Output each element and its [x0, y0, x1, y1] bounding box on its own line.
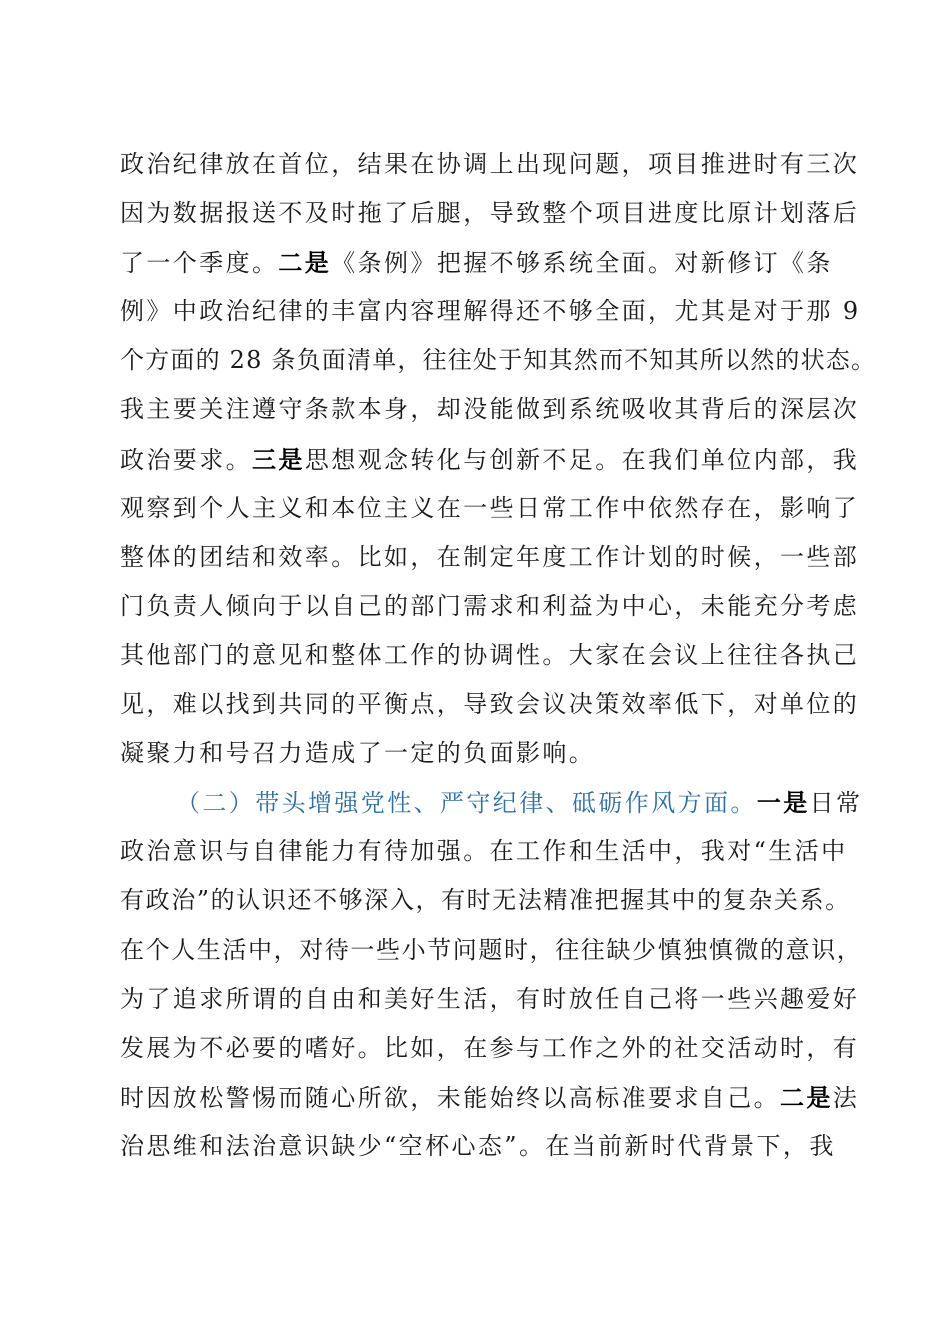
section-heading: （二）带头增强党性、严守纪律、砥砺作风方面。	[176, 789, 757, 818]
text-line	[120, 729, 840, 778]
text-line	[120, 876, 851, 925]
emphasis-text: 二是	[278, 248, 332, 278]
body-text: 观察到个人主义和本位主义在一些日常工作中依然存在，影响了	[120, 493, 860, 522]
text-line	[120, 533, 860, 582]
emphasis-text: 二是	[780, 1082, 833, 1112]
body-text: 因为数据报送不及时拖了后腿，导致整个项目进度比原计划落后	[120, 199, 860, 228]
text-line	[120, 140, 860, 189]
text-line	[120, 631, 860, 680]
text-line	[120, 1122, 840, 1171]
text-line	[120, 435, 860, 484]
text-line	[120, 484, 860, 533]
body-text: 我主要关注遵守条款本身，却没能做到系统吸收其背后的深层次	[120, 395, 860, 424]
emphasis-text: 一是	[756, 788, 810, 818]
text-line	[120, 1073, 860, 1122]
body-text: 治思维和法治意识缺少“空杯心态”。在当前新时代背景下，我	[120, 1131, 836, 1160]
text-line	[120, 827, 848, 876]
text-line	[120, 582, 860, 631]
text-line	[120, 778, 863, 827]
body-text: 例》中政治纪律的丰富内容理解得还不够全面，尤其是对于那 9	[120, 297, 861, 326]
body-text: 其他部门的意见和整体工作的协调性。大家在会议上往往各执己	[120, 640, 860, 669]
body-text: 思想观念转化与创新不足。在我们单位内部，我	[304, 445, 860, 474]
text-line	[120, 287, 861, 336]
body-text: 政治纪律放在首位，结果在协调上出现问题，项目推进时有三次	[120, 150, 860, 178]
text-line	[120, 336, 877, 385]
text-line	[120, 926, 863, 975]
body-text: 了一个季度。	[120, 249, 279, 278]
text-line	[120, 385, 860, 434]
body-text: 见，难以找到共同的平衡点，导致会议决策效率低下，对单位的	[120, 690, 860, 719]
body-text: 在个人生活中，对待一些小节问题时，往往缺少慎独慎微的意识，	[120, 935, 863, 964]
text-line	[120, 1024, 860, 1073]
body-text: 法	[832, 1083, 860, 1112]
text-line	[120, 238, 840, 287]
body-text: 政治意识与自律能力有待加强。在工作和生活中，我对“生活中	[120, 837, 848, 866]
emphasis-text: 三是	[252, 444, 305, 474]
text-line	[120, 975, 860, 1024]
body-text: 门负责人倾向于以自己的部门需求和利益为中心，未能充分考虑	[120, 591, 860, 620]
text-line	[120, 680, 860, 729]
body-text: 《条例》把握不够系统全面。对新修订《条	[331, 249, 833, 278]
document-body-text	[120, 140, 877, 1171]
body-text: 凝聚力和号召力造成了一定的负面影响。	[120, 739, 596, 768]
body-text: 有政治”的认识还不够深入，有时无法精准把握其中的复杂关系。	[120, 886, 851, 915]
body-text: 政治要求。	[120, 445, 252, 474]
body-text: 日常	[809, 789, 863, 818]
text-line	[120, 189, 860, 238]
body-text: 为了追求所谓的自由和美好生活，有时放任自己将一些兴趣爱好	[120, 984, 860, 1013]
body-text: 发展为不必要的嗜好。比如，在参与工作之外的社交活动时，有	[120, 1033, 860, 1062]
body-text: 时因放松警惕而随心所欲，未能始终以高标准要求自己。	[120, 1083, 780, 1112]
body-text: 整体的团结和效率。比如，在制定年度工作计划的时候，一些部	[120, 542, 860, 571]
body-text: 个方面的 28 条负面清单，往往处于知其然而不知其所以然的状态。	[120, 346, 877, 375]
